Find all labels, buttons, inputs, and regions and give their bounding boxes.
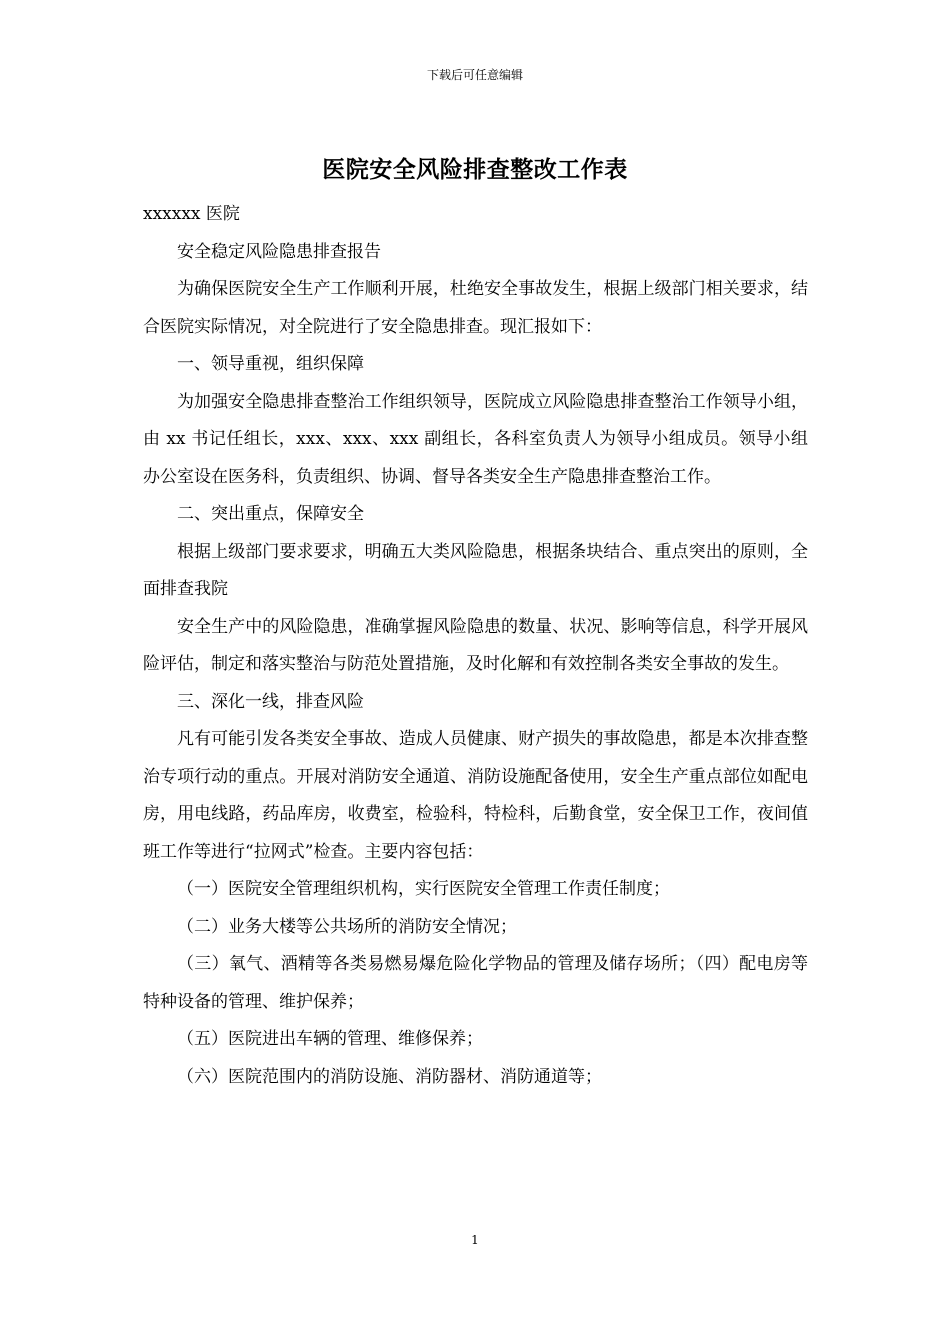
report-subtitle: 安全稳定风险隐患排查报告 bbox=[177, 241, 381, 262]
paragraph-intro: 为确保医院安全生产工作顺利开展，杜绝安全事故发生，根据上级部门相关要求，结合医院实际情况，对全院进行了安全隐患排查。现汇报如下： bbox=[143, 279, 808, 337]
section-heading-2: 二、突出重点，保障安全 bbox=[177, 504, 364, 524]
document-title: 医院安全风险排查整改工作表 bbox=[322, 156, 628, 183]
paragraph-risk-assessment: 安全生产中的风险隐患，准确掌握风险隐患的数量、状况、影响等信息，科学开展风险评估，制定和落实整治与防范处置措施，及时化解和有效控制各类安全事故的发生。 bbox=[143, 616, 808, 674]
document-body bbox=[143, 196, 808, 1096]
section-heading-1: 一、领导重视，组织保障 bbox=[177, 354, 364, 374]
page-number: 1 bbox=[471, 1233, 479, 1247]
paragraph-requirements: 根据上级部门要求要求，明确五大类风险隐患，根据条块结合、重点突出的原则，全面排查我院 bbox=[143, 541, 808, 599]
header-note: 下载后可任意编辑 bbox=[426, 68, 523, 82]
section-heading-3: 三、深化一线，排查风险 bbox=[177, 691, 364, 712]
list-item-1: （一）医院安全管理组织机构，实行医院安全管理工作责任制度； bbox=[177, 879, 670, 899]
hospital-name: xxxxxx 医院 bbox=[143, 204, 240, 224]
paragraph-leadership: 为加强安全隐患排查整治工作组织领导，医院成立风险隐患排查整治工作领导小组，由 xx 书记任组长，xxx、xxx、xxx 副组长，各科室负责人为领导小组成员。领导小组办公室设在医务科，负责组织、协调、督导各类安全生产隐患排查整治工作。 bbox=[143, 391, 808, 487]
list-item-5: （五）医院进出车辆的管理、维修保养； bbox=[177, 1029, 483, 1049]
list-item-6: （六）医院范围内的消防设施、消防器材、消防通道等； bbox=[177, 1066, 602, 1087]
list-item-2: （二）业务大楼等公共场所的消防安全情况； bbox=[177, 916, 517, 937]
list-item-3-4: （三）氧气、酒精等各类易燃易爆危险化学物品的管理及储存场所；（四）配电房等特种设备的管理、维护保养； bbox=[143, 954, 808, 1012]
paragraph-inspection-scope: 凡有可能引发各类安全事故、造成人员健康、财产损失的事故隐患，都是本次排查整治专项行动的重点。开展对消防安全通道、消防设施配备使用，安全生产重点部位如配电房，用电线路，药品库房，收费室，检验科，特检科，后勤食堂，安全保卫工作，夜间值班工作等进行“拉网式”检查。主要内容包括： bbox=[143, 729, 808, 862]
